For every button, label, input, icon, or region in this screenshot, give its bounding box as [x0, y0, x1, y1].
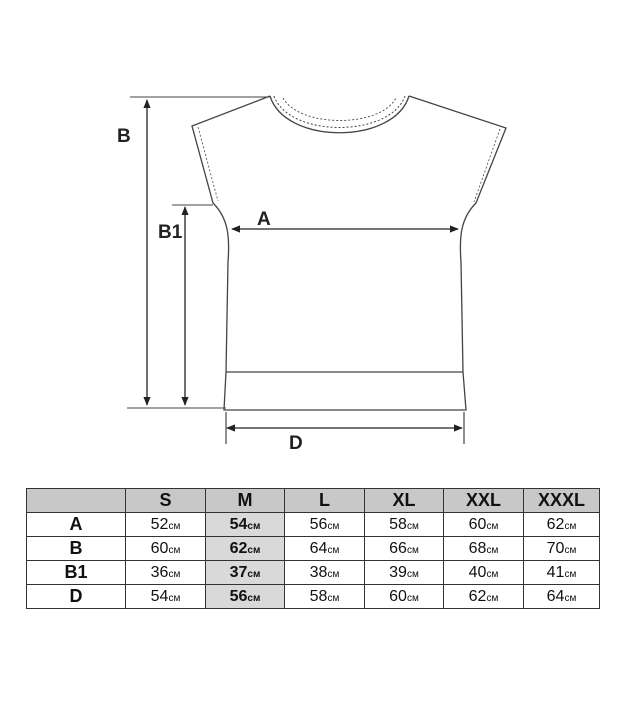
size-value-cell [524, 585, 600, 609]
unit-label: см [406, 520, 419, 532]
unit-label: см [327, 592, 340, 604]
size-value-cell [126, 537, 206, 561]
unit-label: см [406, 568, 419, 580]
size-value-cell [524, 513, 600, 537]
size-value-cell [206, 585, 285, 609]
size-value: 54 [150, 587, 169, 605]
size-value-cell [285, 585, 365, 609]
size-value-cell [444, 585, 524, 609]
size-value: 40 [468, 563, 487, 581]
size-value: 60 [389, 587, 407, 605]
unit-label: см [564, 544, 577, 556]
row-label: D [27, 585, 126, 609]
size-value-cell [206, 537, 285, 561]
label-b1: B1 [158, 222, 183, 243]
size-value: 36 [150, 563, 169, 581]
size-table [26, 488, 600, 609]
unit-label: см [564, 592, 577, 604]
size-value: 60 [468, 515, 487, 533]
size-value: 64 [309, 539, 328, 557]
size-value: 70 [546, 539, 565, 557]
size-value: 38 [309, 563, 328, 581]
size-value-cell [365, 537, 444, 561]
unit-label: см [168, 520, 181, 532]
row-label: B1 [27, 561, 126, 585]
size-value-cell [444, 513, 524, 537]
unit-label: см [564, 568, 577, 580]
size-value: 58 [389, 515, 407, 533]
size-value-cell [285, 537, 365, 561]
size-value-cell [285, 513, 365, 537]
unit-label: см [486, 568, 499, 580]
size-value-cell [524, 537, 600, 561]
size-value-cell [126, 513, 206, 537]
label-d: D [289, 433, 303, 454]
size-value: 56 [229, 587, 248, 605]
header-cell-s: S [126, 489, 206, 513]
size-value-cell [126, 561, 206, 585]
size-value: 52 [150, 515, 169, 533]
unit-label: см [168, 544, 181, 556]
size-value: 56 [309, 515, 328, 533]
unit-label: см [247, 544, 261, 556]
size-value-cell [444, 537, 524, 561]
size-value-cell [365, 561, 444, 585]
size-value: 62 [546, 515, 565, 533]
size-value: 62 [468, 587, 487, 605]
header-cell-l: L [285, 489, 365, 513]
table-row [27, 513, 600, 537]
unit-label: см [168, 568, 181, 580]
size-value-cell [206, 561, 285, 585]
size-value: 39 [389, 563, 407, 581]
size-value: 54 [229, 515, 248, 533]
header-cell-m: M [206, 489, 285, 513]
label-a: A [257, 209, 271, 230]
table-header-row [27, 489, 600, 513]
size-value-cell [206, 513, 285, 537]
unit-label: см [247, 592, 261, 604]
unit-label: см [327, 568, 340, 580]
row-label: B [27, 537, 126, 561]
unit-label: см [486, 520, 499, 532]
unit-label: см [486, 544, 499, 556]
unit-label: см [406, 592, 419, 604]
unit-label: см [564, 520, 577, 532]
label-b: B [117, 126, 131, 147]
table-row [27, 537, 600, 561]
unit-label: см [406, 544, 419, 556]
size-value-cell [365, 585, 444, 609]
size-value: 60 [150, 539, 169, 557]
row-label: A [27, 513, 126, 537]
unit-label: см [247, 568, 261, 580]
size-value: 66 [389, 539, 407, 557]
unit-label: см [327, 544, 340, 556]
unit-label: см [168, 592, 181, 604]
header-cell-xxxl: XXXL [524, 489, 600, 513]
size-value: 64 [546, 587, 565, 605]
unit-label: см [247, 520, 261, 532]
header-cell-xl: XL [365, 489, 444, 513]
size-value: 62 [229, 539, 248, 557]
header-cell-xxl: XXL [444, 489, 524, 513]
size-value: 58 [309, 587, 328, 605]
header-cell [27, 489, 126, 513]
dimension-arrows [147, 100, 464, 444]
size-value: 41 [546, 563, 565, 581]
size-value-cell [444, 561, 524, 585]
size-value-cell [285, 561, 365, 585]
table-row [27, 585, 600, 609]
unit-label: см [327, 520, 340, 532]
dimension-lines [127, 97, 270, 408]
size-value-cell [365, 513, 444, 537]
size-value: 37 [229, 563, 248, 581]
tshirt-outline [192, 96, 506, 410]
unit-label: см [486, 592, 499, 604]
size-value-cell [524, 561, 600, 585]
size-value-cell [126, 585, 206, 609]
size-value: 68 [468, 539, 487, 557]
table-row [27, 561, 600, 585]
